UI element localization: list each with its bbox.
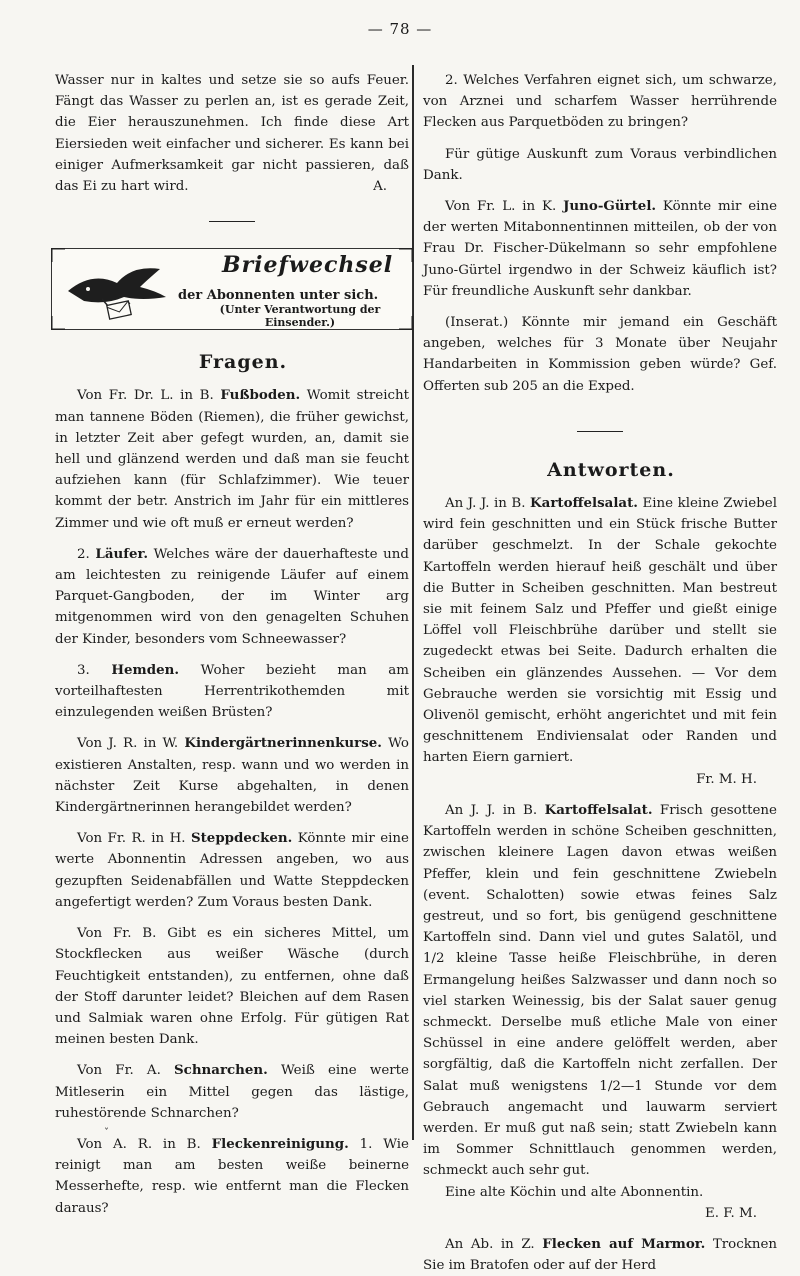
entry-topic: Fußboden. (220, 387, 301, 404)
answer-entry (423, 493, 777, 769)
entry-lead: Von Fr. Dr. L. in B. (77, 388, 221, 404)
entry-text: Könnte mir eine werte Abonnentin Adressen angeben, wo aus gezupften Seidenabfällen und Watte Steppdecken angefertigt werden? Zum Voraus besten Dank. (55, 831, 409, 910)
entry-lead: (Inserat.) (445, 315, 522, 331)
entry-lead: Von J. R. in W. (77, 736, 185, 752)
entry-text: Womit streicht man tannene Böden (Riemen), die früher gewichst, in letzter Zeit aber gefegt wurden, an, damit sie hell und glänzend werden und daß man sie feucht aufziehen kann (für Schlafzimmer). Wie teuer kommt der betr. Anstrich im Jahr für ein mittleres Zimmer und wie oft muß er erneut werden? (55, 388, 410, 531)
entry-signature: Fr. M. H. (696, 771, 757, 787)
correspondence-banner (51, 248, 413, 330)
entry-lead: 3. (77, 662, 112, 678)
section-divider (209, 221, 255, 222)
entry-text: Welches Verfahren eignet sich, um schwarze, von Arznei und scharfem Wasser herrührende Flecken aus Parquetböden zu bringen? (423, 73, 777, 131)
banner-note: (Unter Verantwortung der Einsender.) (219, 303, 381, 330)
entry-lead: Von A. R. in B. (77, 1136, 212, 1152)
entry-topic: Juno-Gürtel. (563, 198, 657, 215)
page-mark: ˇ (104, 1128, 109, 1139)
ornament-corner-icon (399, 316, 413, 330)
intro-text: Wasser nur in kaltes und setze sie so aufs Feuer. Fängt das Wasser zu perlen an, ist es gerade Zeit, die Eier herauszunehmen. Ich finde diese Art Eiersieden weit einfacher und sicherer. Es kann bei einiger Aufmerksamkeit gar nicht passieren, daß das Ei zu hart wird. (55, 73, 409, 195)
entry-text: Frisch gesottene Kartoffeln werden in schöne Scheiben geschnitten, zwischen kleinere Lagen davon etwas weißen Pfeffer, klein und fein geschnittene Zwiebeln (event. Schalotten) sowie etwas feines Salz gestreut, und so fort, bis genügend geschnittene Kartoffeln sind. Dann viel und gutes Salatöl, und 1/2 kleine Tasse heiße Fleischbrühe, in deren Ermangelung heißes Salzwasser und dann noch so viel starken Weinessig, bis der Salat sauer genug schmeckt. Derselbe muß etliche Male von einer Schüssel in eine andere gelöffelt werden, aber sorgfältig, daß die Kartoffeln nicht zerfallen. Der Salat muß wenigstens 1/2—1 Stunde vor dem Gebrauch angemacht und lauwarm serviert werden. Er muß gut naß sein; statt Zwiebeln kann im Sommer Schnittlauch genommen werden, schmeckt auch sehr gut. (423, 802, 777, 1179)
questions-heading: Fragen. (198, 351, 288, 374)
intro-signature: A. (373, 179, 387, 195)
question-entry (423, 70, 777, 134)
questions-continued-list (423, 70, 777, 397)
entry-text: Für gütige Auskunft zum Voraus verbindlichen Dank. (423, 146, 777, 183)
entry-lead: An J. J. in B. (445, 802, 545, 818)
entry-topic: Hemden. (111, 661, 179, 678)
entry-text: Könnte mir eine der werten Mitabonnentinnen mitteilen, ob der von Frau Dr. Fischer-Dükelmann so sehr empfohlene Juno-Gürtel irgendwo in der Schweiz käuflich ist? Für freundliche Auskunft sehr dankbar. (423, 199, 777, 299)
entry-lead: An Ab. in Z. (445, 1236, 543, 1252)
entry-text: Woher bezieht man am vorteilhaftesten Herrentrikothemden mit einzulegenden weißen Brüsten? (55, 662, 409, 721)
entry-signature: E. F. M. (705, 1205, 757, 1221)
question-entry (55, 828, 409, 913)
entry-text: Wo existieren Anstalten, resp. wann und wo werden in nächster Zeit Kurse abgehalten, in denen Kindergärtnerinnen herangebildet werden? (55, 736, 409, 816)
question-entry (55, 1060, 409, 1124)
answers-heading: Antworten. (547, 458, 675, 481)
left-column (55, 70, 409, 1219)
right-column (423, 70, 777, 1276)
entry-topic: Flecken auf Marmor. (542, 1235, 706, 1252)
entry-text: Trocknen Sie im Bratofen oder auf der Herd (423, 1236, 778, 1274)
section-divider (577, 431, 623, 432)
entry-text: 1. Wie reinigt man am besten weiße beinerne Messerhefte, resp. wie entfernt man die Flecken daraus? (55, 1136, 409, 1216)
entry-topic: Kartoffelsalat. (530, 495, 638, 512)
ornament-corner-icon (51, 248, 65, 262)
question-entry (423, 312, 777, 397)
answer-entry (423, 800, 777, 1182)
entry-topic: Kindergärtnerinnenkurse. (184, 735, 382, 752)
entry-lead: 2. (77, 546, 96, 562)
entry-topic: Fleckenreinigung. (211, 1135, 349, 1152)
answer-entry (423, 1234, 777, 1276)
entry-topic: Schnarchen. (174, 1062, 268, 1079)
entry-text: Eine kleine Zwiebel wird fein geschnitten und ein Stück frische Butter darüber geschmelzt. In der Schale gekochte Kartoffeln werden hierauf heiß geschält und über die Butter in Scheiben geschnitten. Man bestreut sie mit feinem Salz und Pfeffer und gießt einige Löffel voll Fleischbrühe darüber und stellt sie zugedeckt etwas bei Seite. Dadurch erhalten die Scheiben ein glänzendes Aussehen. — Vor dem Gebrauche werden sie vorsichtig mit Essig und Olivenöl gemischt, erhöht angerichtet und mit fein geschnittenem Endiviensalat oder Randen und harten Eiern garniert. (423, 496, 778, 766)
banner-title: Briefwechsel (222, 252, 394, 279)
questions-list (55, 385, 409, 1218)
entry-lead: An J. J. in B. (445, 496, 531, 512)
entry-topic: Steppdecken. (190, 830, 293, 847)
question-entry (423, 196, 777, 302)
ornament-corner-icon (399, 248, 413, 262)
question-entry (423, 144, 777, 186)
carrier-pigeon-icon (62, 261, 172, 321)
question-entry (55, 385, 409, 533)
entry-lead: 2. (445, 73, 464, 88)
column-divider (412, 65, 414, 1140)
entry-lead: Von Fr. R. in H. (77, 831, 191, 847)
entry-text: Gibt es ein sicheres Mittel, um Stockflecken aus weißer Wäsche (durch Feuchtigkeit entstanden), zu entfernen, ohne daß der Stoff darunter leidet? Bleichen auf dem Rasen und Salmiak waren ohne Erfolg. Für gütigen Rat meinen besten Dank. (55, 926, 409, 1048)
entry-text: Könnte mir jemand ein Geschäft angeben, welches für 3 Monate über Neujahr Handarbeiten in Kommission geben würde? Gef. Offerten sub 205 an die Exped. (423, 315, 778, 394)
page-number: — 78 — (367, 20, 433, 38)
entry-lead: Von Fr. L. in K. (445, 199, 564, 215)
banner-subtitle: der Abonnenten unter sich. (178, 288, 379, 304)
entry-lead: Von Fr. A. (77, 1063, 174, 1079)
intro-paragraph (55, 70, 409, 197)
entry-lead: Von Fr. B. (77, 926, 168, 942)
entry-text: Welches wäre der dauerhafteste und am leichtesten zu reinigende Läufer auf einem Parquet-Gangboden, der im Winter arg mitgenommen wird von den genagelten Schuhen der Kinder, besonders vom Schneewasser? (55, 546, 409, 647)
answers-list (423, 493, 777, 1276)
question-entry (55, 923, 409, 1050)
question-entry (55, 544, 409, 650)
entry-text: Weiß eine werte Mitleserin ein Mittel gegen das lästige, ruhestörende Schnarchen? (55, 1063, 409, 1121)
entry-signature-text: Eine alte Köchin und alte Abonnentin. (445, 1184, 704, 1200)
question-entry (55, 660, 409, 724)
entry-topic: Kartoffelsalat. (544, 801, 653, 818)
question-entry (55, 1134, 409, 1219)
entry-topic: Läufer. (95, 545, 149, 562)
question-entry (55, 733, 409, 818)
